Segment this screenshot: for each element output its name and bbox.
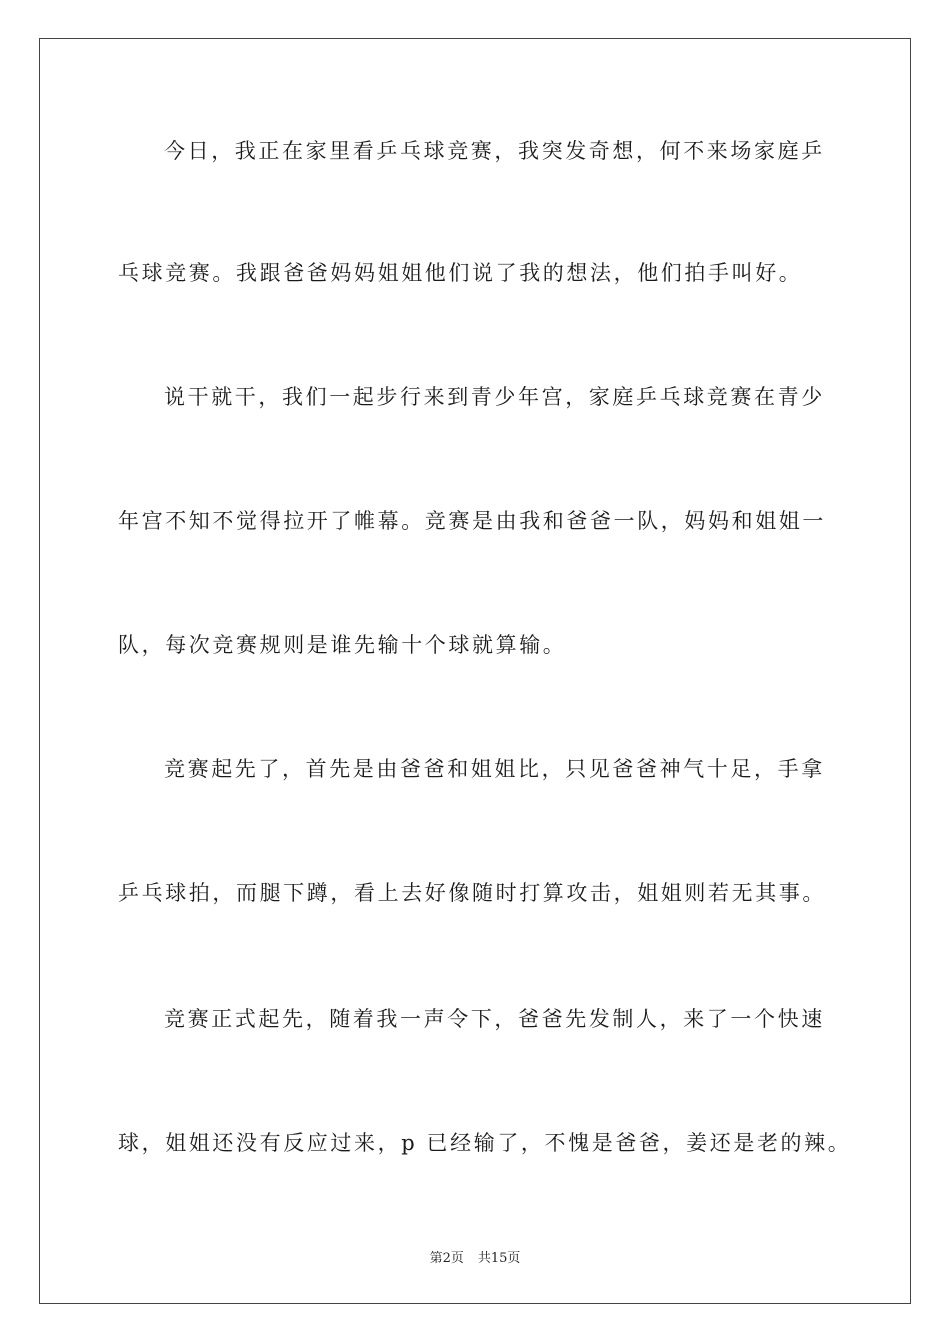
paragraph-2-line-1: 说干就干，我们一起步行来到青少年宫，家庭乒乓球竞赛在青少: [164, 385, 825, 409]
paragraph-1-line-1: 今日，我正在家里看乒乓球竞赛，我突发奇想，何不来场家庭乒: [164, 139, 825, 163]
paragraph-3-line-2: 乒乓球拍，而腿下蹲，看上去好像随时打算攻击，姐姐则若无其事。: [118, 881, 826, 905]
paragraph-2-line-2: 年宫不知不觉得拉开了帷幕。竞赛是由我和爸爸一队，妈妈和姐姐一: [118, 509, 826, 533]
page-footer: [0, 1247, 950, 1266]
paragraph-3-line-1: 竞赛起先了，首先是由爸爸和姐姐比，只见爸爸神气十足，手拿: [164, 757, 825, 781]
paragraph-4-line-1: 竞赛正式起先，随着我一声令下，爸爸先发制人，来了一个快速: [164, 1007, 825, 1031]
page-number: 第2页: [429, 1251, 464, 1266]
paragraph-4-line-2: 球，姐姐还没有反应过来，p 已经输了，不愧是爸爸，姜还是老的辣。: [118, 1131, 852, 1155]
paragraph-2-line-3: 队，每次竞赛规则是谁先输十个球就算输。: [118, 633, 567, 657]
page-border: [39, 38, 911, 1304]
paragraph-1-line-2: 乓球竞赛。我跟爸爸妈妈姐姐他们说了我的想法，他们拍手叫好。: [118, 261, 803, 285]
page-total: 共15页: [477, 1251, 521, 1266]
